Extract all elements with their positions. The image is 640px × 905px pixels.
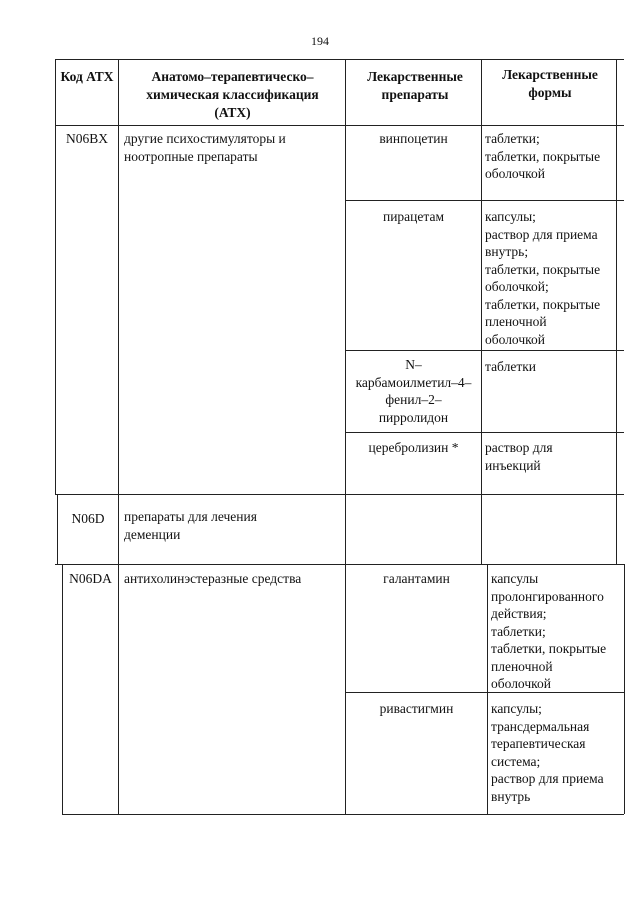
drug-forms: капсулы пролонгированного действия; таблетки; таблетки, покрытые пленочной оболочкой xyxy=(491,571,607,691)
table-rule xyxy=(55,494,624,495)
atc-code: N06BX xyxy=(65,131,108,146)
header-code: Код АТХ xyxy=(60,69,114,84)
drug-forms: капсулы; раствор для приема внутрь; таблетки, покрытые оболочкой; таблетки, покрытые пленочной оболочкой xyxy=(485,209,601,347)
drug-name: N– карбамоилметил–4– фенил–2– пирролидон xyxy=(355,357,472,425)
table-rule xyxy=(62,814,624,815)
drug-forms: таблетки xyxy=(485,359,537,374)
drug-forms: капсулы; трансдермальная терапевтическая система; раствор для приема внутрь xyxy=(491,701,604,804)
table-rule xyxy=(624,564,625,814)
table-rule xyxy=(481,59,482,564)
table-rule xyxy=(55,59,624,60)
table-rule xyxy=(57,494,58,564)
atc-classification: другие психостимуляторы и ноотропные препараты xyxy=(124,131,286,164)
table-rule xyxy=(487,564,488,814)
header-drugs: Лекарственные препараты xyxy=(367,69,463,102)
drug-name: винпоцетин xyxy=(379,131,448,146)
table-rule xyxy=(345,350,624,351)
page-number: 194 xyxy=(311,34,329,48)
table-rule xyxy=(55,564,624,565)
drug-name: пирацетам xyxy=(382,209,444,224)
drug-forms: таблетки; таблетки, покрытые оболочкой xyxy=(485,131,601,181)
table-rule xyxy=(55,125,624,126)
drug-forms: раствор для инъекций xyxy=(485,440,553,473)
atc-code: N06D xyxy=(71,511,105,526)
atc-classification: антихолинэстеразные средства xyxy=(124,571,302,586)
table-rule xyxy=(345,432,624,433)
drug-name: церебролизин * xyxy=(368,440,459,455)
header-forms: Лекарственные формы xyxy=(502,67,598,100)
header-classification: Анатомо–терапевтическо–химическая классификация (АТХ) xyxy=(146,69,319,120)
table-rule xyxy=(62,564,63,814)
table-rule xyxy=(55,59,56,494)
table-rule xyxy=(345,200,624,201)
drug-name: галантамин xyxy=(383,571,450,586)
table-rule xyxy=(118,59,119,814)
atc-classification: препараты для лечения деменции xyxy=(124,509,257,542)
drug-name: ривастигмин xyxy=(379,701,454,716)
atc-code: N06DA xyxy=(69,571,112,586)
